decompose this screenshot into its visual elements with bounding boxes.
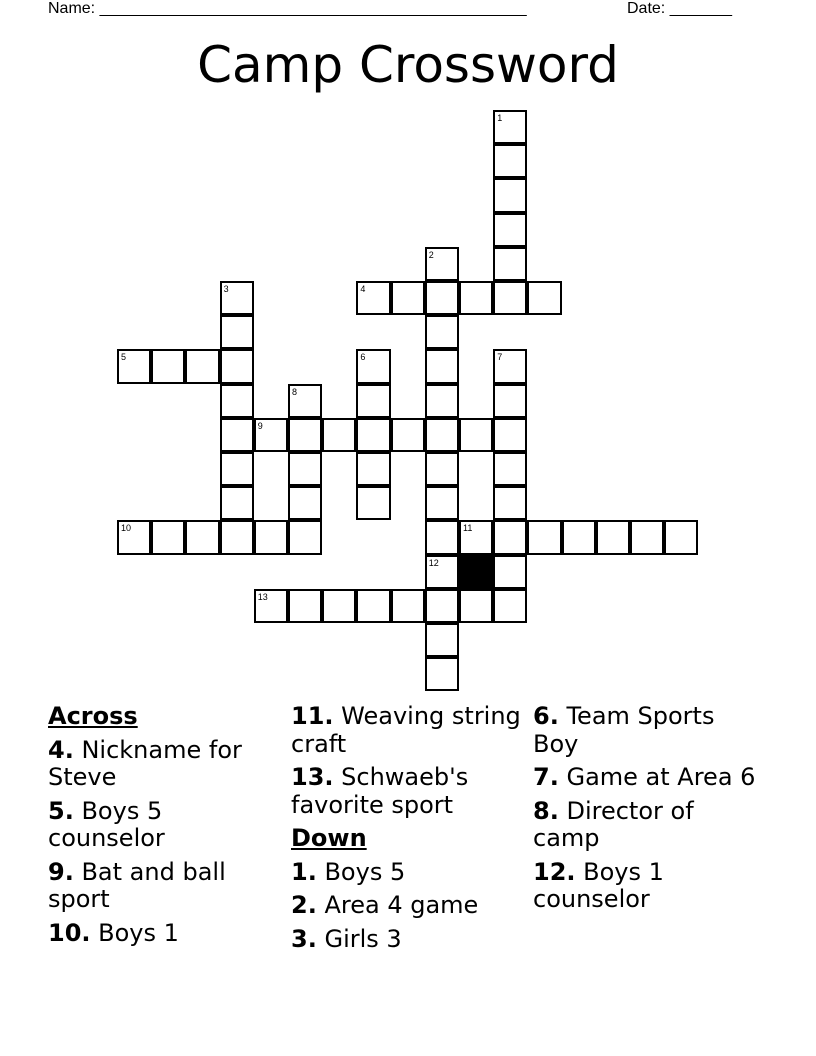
clue-across-4 (48, 737, 280, 792)
grid-cell[interactable] (288, 486, 322, 520)
grid-block (459, 555, 493, 589)
name-field-label: Name: ________________________________________________ (48, 0, 527, 17)
clue-number: 10. (48, 918, 91, 947)
grid-cell[interactable] (322, 418, 356, 452)
grid-cell[interactable] (493, 110, 527, 144)
clue-down-3 (291, 926, 523, 954)
page-title: Camp Crossword (197, 36, 619, 94)
grid-cell[interactable] (425, 452, 459, 486)
clue-down-8 (533, 798, 765, 853)
date-field-label: Date: _______ (627, 0, 732, 17)
clue-text: Director of camp (533, 796, 694, 852)
cell-number: 9 (257, 420, 263, 431)
grid-cell[interactable] (220, 384, 254, 418)
cell-number: 6 (360, 352, 366, 363)
grid-cell[interactable] (425, 349, 459, 383)
grid-cell[interactable] (356, 486, 390, 520)
grid-cell[interactable] (356, 452, 390, 486)
clue-column-2 (291, 703, 523, 959)
clue-text: Boys 5 (324, 857, 406, 886)
clue-text: Bat and ball sport (48, 857, 226, 913)
cell-number: 12 (428, 557, 439, 568)
grid-cell[interactable] (425, 247, 459, 281)
grid-cell[interactable] (425, 315, 459, 349)
grid-cell[interactable] (220, 315, 254, 349)
grid-cell[interactable] (527, 520, 561, 554)
grid-cell[interactable] (254, 418, 288, 452)
clue-down-2 (291, 892, 523, 920)
grid-cell[interactable] (493, 349, 527, 383)
grid-cell[interactable] (425, 555, 459, 589)
grid-cell[interactable] (356, 418, 390, 452)
clue-number: 8. (533, 796, 559, 825)
grid-cell[interactable] (185, 520, 219, 554)
cell-number: 2 (428, 249, 434, 260)
grid-cell[interactable] (493, 418, 527, 452)
grid-cell[interactable] (322, 589, 356, 623)
grid-cell[interactable] (220, 349, 254, 383)
grid-cell[interactable] (117, 520, 151, 554)
clue-number: 2. (291, 891, 317, 919)
grid-cell[interactable] (664, 520, 698, 554)
clue-number: 1. (291, 857, 317, 886)
grid-cell[interactable] (220, 486, 254, 520)
clue-number: 4. (48, 735, 74, 764)
grid-cell[interactable] (493, 452, 527, 486)
grid-cell[interactable] (391, 589, 425, 623)
grid-cell[interactable] (425, 657, 459, 691)
clue-number: 7. (533, 763, 559, 791)
grid-cell[interactable] (493, 247, 527, 281)
grid-cell[interactable] (630, 520, 664, 554)
clue-text: Area 4 game (324, 891, 479, 919)
grid-cell[interactable] (220, 520, 254, 554)
grid-cell[interactable] (185, 349, 219, 383)
clue-number: 13. (291, 763, 334, 791)
grid-cell[interactable] (220, 418, 254, 452)
clue-number: 6. (533, 702, 559, 730)
cell-number: 10 (121, 523, 132, 534)
grid-cell[interactable] (254, 589, 288, 623)
grid-cell[interactable] (220, 281, 254, 315)
down-heading: Down (291, 824, 367, 852)
grid-cell[interactable] (391, 281, 425, 315)
grid-cell[interactable] (493, 555, 527, 589)
grid-cell[interactable] (459, 418, 493, 452)
clue-number: 3. (291, 924, 317, 953)
cell-number: 8 (292, 386, 298, 397)
grid-cell[interactable] (459, 520, 493, 554)
grid-cell[interactable] (425, 281, 459, 315)
grid-cell[interactable] (391, 418, 425, 452)
grid-cell[interactable] (459, 281, 493, 315)
cell-number: 7 (497, 352, 503, 363)
grid-cell[interactable] (425, 623, 459, 657)
grid-cell[interactable] (527, 281, 561, 315)
clue-number: 12. (533, 857, 576, 886)
grid-cell[interactable] (425, 418, 459, 452)
grid-cell[interactable] (288, 384, 322, 418)
clue-across-13 (291, 764, 523, 819)
clue-across-5 (48, 798, 280, 853)
grid-cell[interactable] (356, 349, 390, 383)
grid-cell[interactable] (288, 418, 322, 452)
grid-cell[interactable] (254, 520, 288, 554)
cell-number: 5 (121, 352, 127, 363)
grid-cell[interactable] (220, 452, 254, 486)
clue-text: Weaving string craft (291, 702, 521, 758)
grid-cell[interactable] (356, 281, 390, 315)
clue-text: Boys 5 counselor (48, 796, 165, 852)
grid-cell[interactable] (493, 178, 527, 212)
grid-cell[interactable] (288, 452, 322, 486)
grid-cell[interactable] (151, 520, 185, 554)
clue-across-10 (48, 920, 280, 948)
grid-cell[interactable] (493, 520, 527, 554)
across-heading: Across (48, 702, 138, 730)
cell-number: 13 (257, 591, 268, 602)
grid-cell[interactable] (459, 589, 493, 623)
cell-number: 3 (223, 284, 229, 294)
grid-cell[interactable] (493, 486, 527, 520)
grid-cell[interactable] (493, 281, 527, 315)
clue-column-3 (533, 703, 765, 920)
grid-cell[interactable] (288, 589, 322, 623)
grid-cell[interactable] (151, 349, 185, 383)
cell-number: 4 (360, 284, 366, 294)
clue-text: Boys 1 counselor (533, 857, 664, 913)
clue-text: Game at Area 6 (566, 763, 756, 791)
clue-text: Nickname for Steve (48, 735, 242, 791)
clue-number: 5. (48, 796, 74, 825)
clue-text: Schwaeb's favorite sport (291, 763, 469, 819)
clue-down-6 (533, 703, 765, 758)
clue-column-1 (48, 703, 280, 953)
clue-number: 9. (48, 857, 74, 886)
grid-cell[interactable] (425, 520, 459, 554)
clue-text: Boys 1 (98, 918, 179, 947)
cell-number: 1 (497, 113, 503, 123)
clue-down-7 (533, 764, 765, 792)
grid-cell[interactable] (425, 384, 459, 418)
grid-cell[interactable] (288, 520, 322, 554)
clue-down-1 (291, 859, 523, 887)
grid-cell[interactable] (562, 520, 596, 554)
grid-cell[interactable] (493, 144, 527, 178)
grid-cell[interactable] (493, 589, 527, 623)
cell-number: 11 (463, 523, 473, 534)
clue-across-11 (291, 703, 523, 758)
grid-cell[interactable] (425, 589, 459, 623)
grid-cell[interactable] (356, 589, 390, 623)
clue-number: 11. (291, 702, 334, 730)
grid-cell[interactable] (425, 486, 459, 520)
grid-cell[interactable] (117, 349, 151, 383)
grid-cell[interactable] (596, 520, 630, 554)
grid-cell[interactable] (356, 384, 390, 418)
clue-text: Girls 3 (324, 924, 402, 953)
clue-text: Team Sports Boy (533, 702, 715, 758)
clue-down-12 (533, 859, 765, 914)
clue-across-9 (48, 859, 280, 914)
grid-cell[interactable] (493, 384, 527, 418)
grid-cell[interactable] (493, 213, 527, 247)
